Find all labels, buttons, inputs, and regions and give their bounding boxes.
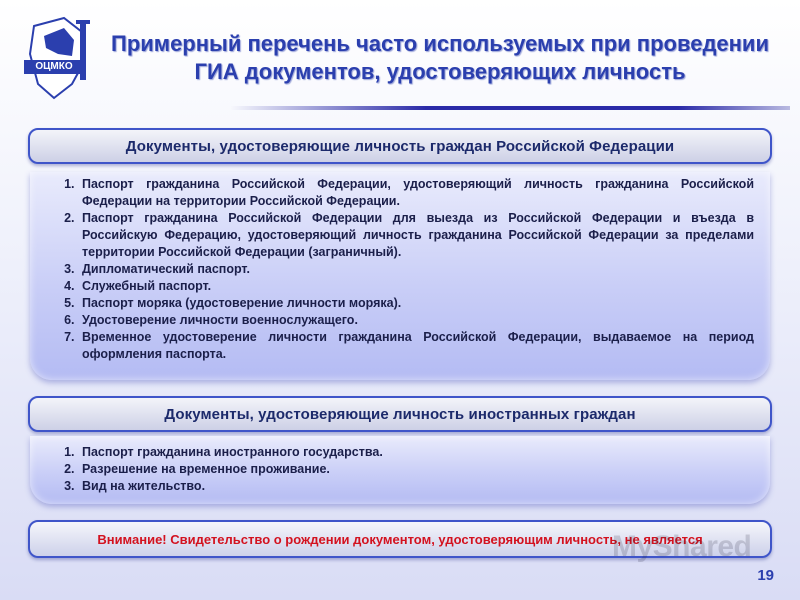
list-item: 4. Служебный паспорт. bbox=[78, 278, 754, 295]
list-item: 2. Разрешение на временное проживание. bbox=[78, 461, 754, 478]
section-header-foreign-citizens: Документы, удостоверяющие личность иностранных граждан bbox=[28, 396, 772, 432]
list-item: 2. Паспорт гражданина Российской Федерации для выезда из Российской Федерации и въезда в Российскую Федерацию, удостоверяющий личность гражданина Российской Федерации за пределами территории Российской Федерации (заграничный). bbox=[78, 210, 754, 261]
section-header-rf-citizens: Документы, удостоверяющие личность граждан Российской Федерации bbox=[28, 128, 772, 164]
page-number: 19 bbox=[757, 567, 774, 584]
list-item: 3. Дипломатический паспорт. bbox=[78, 261, 754, 278]
logo-text: ОЦМКО bbox=[35, 61, 73, 72]
title-line-1: Примерный перечень часто используемых при проведении bbox=[111, 31, 769, 56]
section-panel-foreign-citizens bbox=[30, 436, 770, 504]
region-map-logo-icon bbox=[24, 14, 94, 104]
ocmko-logo bbox=[24, 14, 94, 104]
list-item: 7. Временное удостоверение личности гражданина Российской Федерации, выдаваемое на период оформления паспорта. bbox=[78, 329, 754, 363]
list-item: 5. Паспорт моряка (удостоверение личности моряка). bbox=[78, 295, 754, 312]
warning-text: Внимание! Свидетельство о рождении документом, удостоверяющим личность, не является bbox=[97, 531, 703, 547]
foreign-documents-list bbox=[30, 444, 770, 495]
list-item: 1. Паспорт гражданина иностранного государства. bbox=[78, 444, 754, 461]
list-item: 3. Вид на жительство. bbox=[78, 478, 754, 495]
list-item: 6. Удостоверение личности военнослужащего. bbox=[78, 312, 754, 329]
title-line-2: ГИА документов, удостоверяющих личность bbox=[194, 59, 686, 84]
list-item: 1. Паспорт гражданина Российской Федерации, удостоверяющий личность гражданина Российской Федерации на территории Российской Федерации. bbox=[78, 176, 754, 210]
section-panel-rf-citizens bbox=[30, 172, 770, 380]
title-divider bbox=[230, 106, 790, 110]
rf-documents-list bbox=[30, 176, 770, 363]
page-title bbox=[100, 30, 780, 86]
watermark: MyShared bbox=[612, 530, 752, 563]
